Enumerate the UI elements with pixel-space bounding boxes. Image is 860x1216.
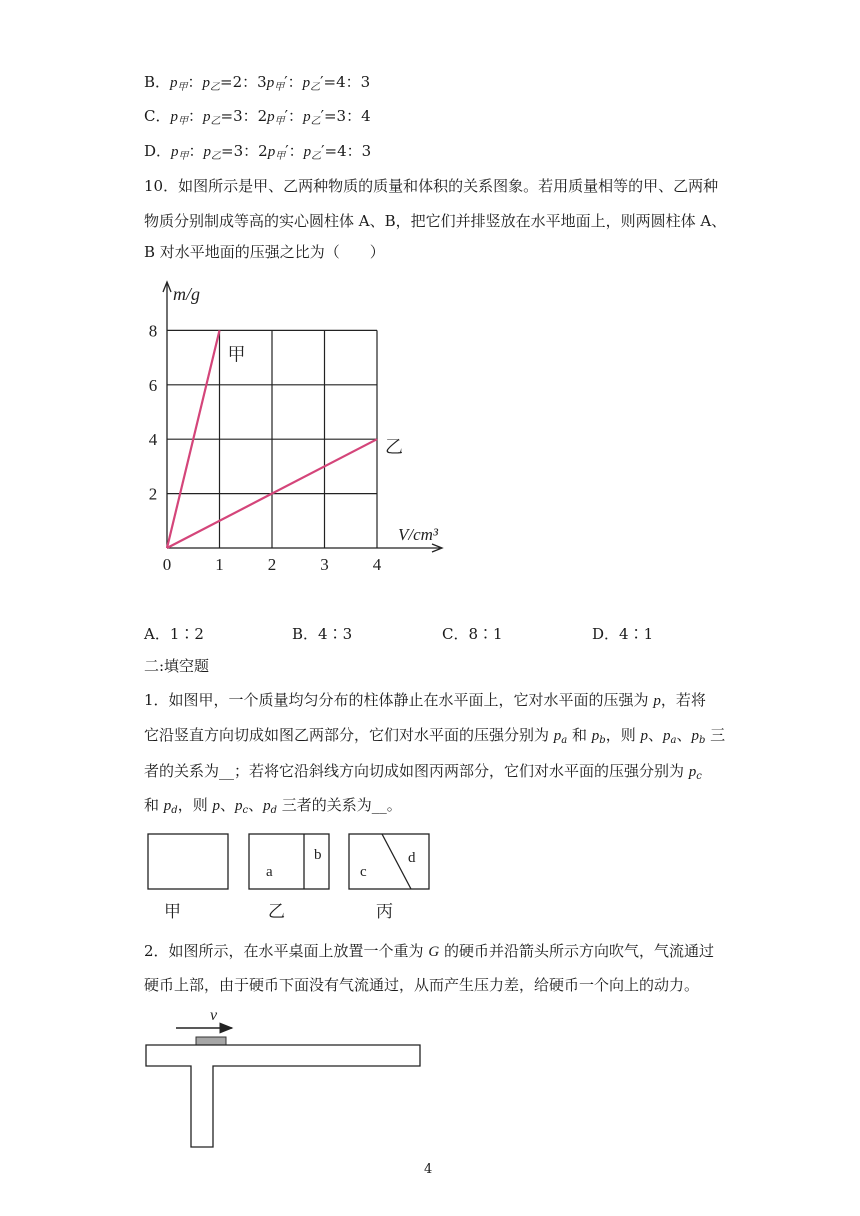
section-title: 二:填空题: [144, 657, 210, 675]
label-d: d: [408, 850, 416, 866]
fill-q1-line-3: 者的关系为__；若将它沿斜线方向切成如图丙两部分，它们对水平面的压强分别为 $p_c$: [144, 762, 702, 782]
y-tick-label: 2: [148, 484, 158, 504]
fill-q1-line-4: 和 $p_d$，则 p、$p_c$、$p_d$ 三者的关系为__。: [144, 796, 402, 816]
y-tick-label: 8: [148, 321, 158, 341]
t-table: [146, 1045, 420, 1147]
fill-q1-line-2: 它沿竖直方向切成如图乙两部分，它们对水平面的压强分别为 $p_a$ 和 $p_b$，则 p、$p_a$、$p_b$ 三: [144, 726, 726, 746]
label-a: a: [266, 864, 273, 880]
block-jia: [148, 834, 228, 889]
label-b: b: [314, 847, 322, 863]
label-jia: 甲: [164, 902, 181, 921]
fill-q2-line-2: 硬币上部，由于硬币下面没有气流通过，从而产生压力差，给硬币一个向上的动力。: [144, 976, 700, 994]
option-d-prev: D．$p_甲$：$p_乙=3$：$2p_甲'$：$p_乙'=4$：3: [144, 142, 372, 162]
y-tick-label: 6: [148, 375, 158, 395]
q10-line-3: B 对水平地面的压强之比为（ ）: [144, 243, 385, 261]
x-tick-label: 4: [372, 555, 382, 574]
series-label-0: 甲: [227, 344, 246, 365]
coin-table-figure: [140, 1002, 430, 1154]
x-tick-label: 2: [267, 555, 277, 574]
coin: [196, 1037, 226, 1045]
cut-blocks-figure: [140, 828, 440, 924]
q10-line-1: 10．如图所示是甲、乙两种物质的质量和体积的关系图象。若用质量相等的甲、乙两种: [144, 177, 719, 195]
option-c-prev: C．$p_甲$：$p_乙=3$：$2p_甲'$：$p_乙'=3$：4: [144, 107, 371, 127]
page-number: 4: [424, 1162, 433, 1177]
q10-line-2: 物质分别制成等高的实心圆柱体 A、B，把它们并排竖放在水平地面上，则两圆柱体 A、: [144, 212, 727, 230]
label-c: c: [360, 864, 367, 880]
y-tick-label: 4: [148, 430, 158, 450]
x-tick-label: 1: [215, 555, 224, 574]
block-bing-cut: [382, 834, 411, 889]
x-tick-label: 3: [320, 555, 329, 574]
y-axis-label: m/g: [173, 284, 200, 304]
q10-option-d: D．4∶1: [592, 625, 654, 643]
q10-option-b: B．4∶3: [292, 625, 353, 643]
mass-volume-chart: [130, 270, 460, 580]
q10-option-c: C．8∶1: [442, 625, 503, 643]
fill-q1-line-1: 1．如图甲，一个质量均匀分布的柱体静止在水平面上，它对水平面的压强为 p，若将: [144, 691, 706, 709]
x-axis-label: V/cm³: [398, 525, 439, 544]
velocity-label: v: [210, 1007, 218, 1024]
block-bing: [349, 834, 429, 889]
label-yi: 乙: [268, 902, 285, 921]
series-label-1: 乙: [385, 437, 403, 458]
label-bing: 丙: [376, 902, 393, 921]
x-tick-label: 0: [162, 555, 172, 574]
option-b-prev: B．$p_甲$：$p_乙=2$：$3p_甲'$：$p_乙'=4$：3: [144, 73, 371, 93]
fill-q2-line-1: 2．如图所示，在水平桌面上放置一个重为 G 的硬币并沿箭头所示方向吹气，气流通过: [144, 942, 714, 960]
q10-option-a: A．1∶2: [144, 625, 204, 643]
